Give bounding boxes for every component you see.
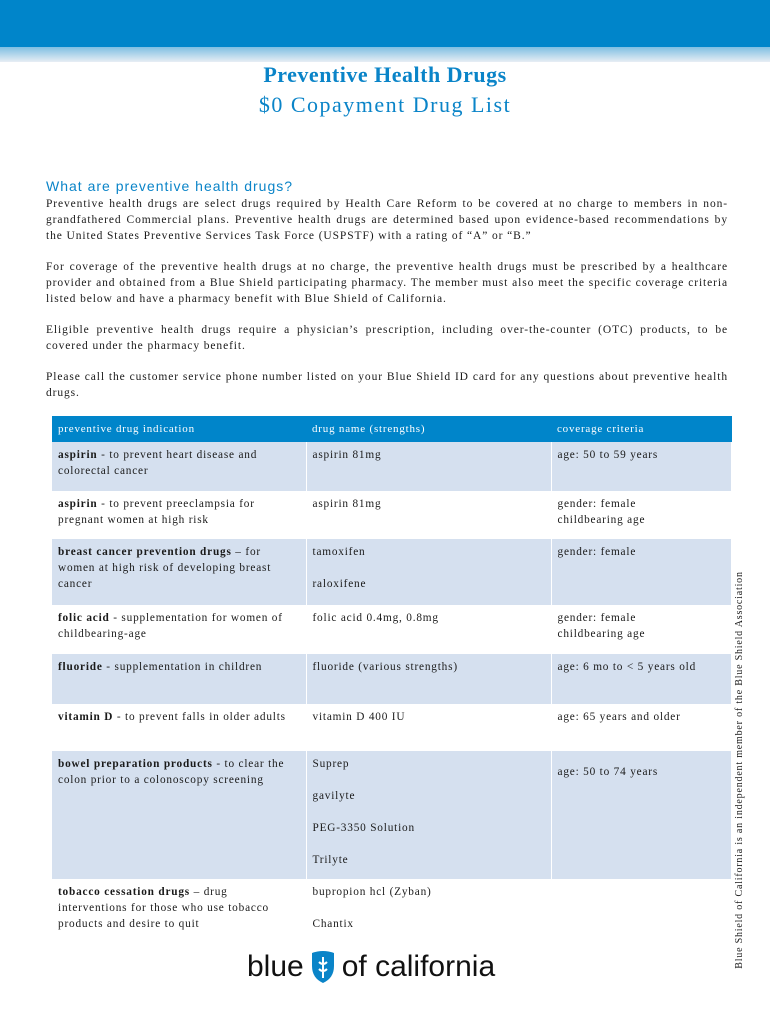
criteria-cell [551, 704, 732, 751]
logo-text-california: of california [341, 950, 496, 983]
indication-text: - to prevent falls in older adults [113, 711, 286, 723]
drug-name: aspirin 81mg [312, 498, 382, 510]
table-row [52, 879, 732, 949]
drug-cell [306, 654, 551, 704]
indication-text: - to clear the colon prior to a colonoscopy screening [58, 758, 285, 786]
criteria-text: age: 50 to 59 years [557, 449, 659, 461]
logo-text-blue: blue [247, 950, 304, 983]
intro-paragraph: For coverage of the preventive health drugs at no charge, the preventive health drugs must be prescribed by a healthcare provider and obtained from a Blue Shield participating pharmacy. The member must also meet the specific coverage criteria listed below and have a pharmacy benefit with Blue Shield of California. [46, 261, 728, 305]
indication-text: – drug interventions for those who use tobacco products and desire to quit [58, 886, 269, 930]
table-row [52, 539, 732, 605]
drug-name: vitamin D 400 IU [312, 711, 406, 723]
drug-class: tobacco cessation drugs [58, 886, 190, 898]
header-band [0, 0, 770, 47]
drug-name: gavilyte [312, 790, 356, 802]
indication-text: – for women at high risk of developing breast cancer [58, 546, 272, 590]
table-row [52, 491, 732, 539]
indication-cell [52, 879, 306, 949]
drug-cell [306, 491, 551, 539]
indication-cell [52, 654, 306, 704]
shield-icon [310, 950, 336, 984]
section-heading: What are preventive health drugs? [46, 178, 294, 194]
criteria-text: gender: female [557, 612, 637, 624]
side-disclaimer: Blue Shield of California is an independent member of the Blue Shield Association [734, 571, 745, 969]
criteria-cell [551, 491, 732, 539]
indication-text: - to prevent heart disease and colorectal cancer [58, 449, 258, 477]
intro-paragraph: Preventive health drugs are select drugs required by Health Care Reform to be covered at no charge to members in non-grandfathered Commercial plans. Preventive health drugs are determined based upon evidence-based recommendations by the United States Preventive Services Task Force (USPSTF) with a rating of “A” or “B.” [46, 198, 728, 242]
intro-paragraph: Please call the customer service phone number listed on your Blue Shield ID card for any questions about preventive health drugs. [46, 371, 728, 399]
drug-cell [306, 751, 551, 879]
criteria-cell [551, 442, 732, 491]
table-header-row [52, 416, 732, 442]
drug-name: Chantix [312, 918, 354, 930]
drug-cell [306, 879, 551, 949]
table-row [52, 751, 732, 879]
drug-name: PEG-3350 Solution [312, 822, 415, 834]
page-subtitle: $0 Copayment Drug List [258, 92, 512, 117]
drug-name: tamoxifen [312, 546, 366, 558]
page-title: Preventive Health Drugs [263, 62, 507, 87]
criteria-text: childbearing age [557, 514, 646, 526]
table-row [52, 654, 732, 704]
drug-name: raloxifene [312, 578, 367, 590]
drug-class: folic acid [58, 612, 110, 624]
table-row [52, 442, 732, 491]
criteria-cell [551, 605, 732, 654]
criteria-cell [551, 654, 732, 704]
drug-name: Trilyte [312, 854, 349, 866]
criteria-text: gender: female [557, 546, 637, 558]
criteria-text: age: 6 mo to < 5 years old [557, 661, 697, 673]
blue-shield-logo [247, 950, 495, 984]
indication-cell [52, 491, 306, 539]
drug-table [52, 416, 732, 949]
criteria-text: gender: female [557, 498, 637, 510]
col-header-criteria: coverage criteria [551, 416, 732, 442]
drug-name: folic acid 0.4mg, 0.8mg [312, 612, 439, 624]
intro-section [46, 178, 728, 416]
criteria-text: childbearing age [557, 628, 646, 640]
indication-cell [52, 704, 306, 751]
drug-name: fluoride (various strengths) [312, 661, 458, 673]
col-header-drug: drug name (strengths) [306, 416, 551, 442]
indication-text: - to prevent preeclampsia for pregnant women at high risk [58, 498, 255, 526]
drug-name: aspirin 81mg [312, 449, 382, 461]
indication-cell [52, 539, 306, 605]
drug-class: breast cancer prevention drugs [58, 546, 232, 558]
table-row [52, 704, 732, 751]
criteria-text: age: 50 to 74 years [557, 766, 659, 778]
indication-text: - supplementation in children [102, 661, 263, 673]
criteria-cell [551, 879, 732, 949]
header-gradient [0, 47, 770, 62]
criteria-cell [551, 751, 732, 879]
criteria-text: age: 65 years and older [557, 711, 681, 723]
drug-class: aspirin [58, 449, 98, 461]
indication-text: - supplementation for women of childbearing-age [58, 612, 283, 640]
indication-cell [52, 442, 306, 491]
drug-class: aspirin [58, 498, 98, 510]
table-row [52, 605, 732, 654]
drug-class: bowel preparation products [58, 758, 213, 770]
drug-cell [306, 539, 551, 605]
drug-class: fluoride [58, 661, 103, 673]
criteria-cell [551, 539, 732, 605]
drug-cell [306, 704, 551, 751]
drug-name: bupropion hcl (Zyban) [312, 886, 432, 898]
drug-class: vitamin D [58, 711, 114, 723]
indication-cell [52, 605, 306, 654]
drug-name: Suprep [312, 758, 350, 770]
intro-paragraph: Eligible preventive health drugs require a physician’s prescription, including over-the-counter (OTC) products, to be covered under the pharmacy benefit. [46, 324, 728, 352]
drug-cell [306, 442, 551, 491]
drug-cell [306, 605, 551, 654]
col-header-indication: preventive drug indication [52, 416, 306, 442]
indication-cell [52, 751, 306, 879]
